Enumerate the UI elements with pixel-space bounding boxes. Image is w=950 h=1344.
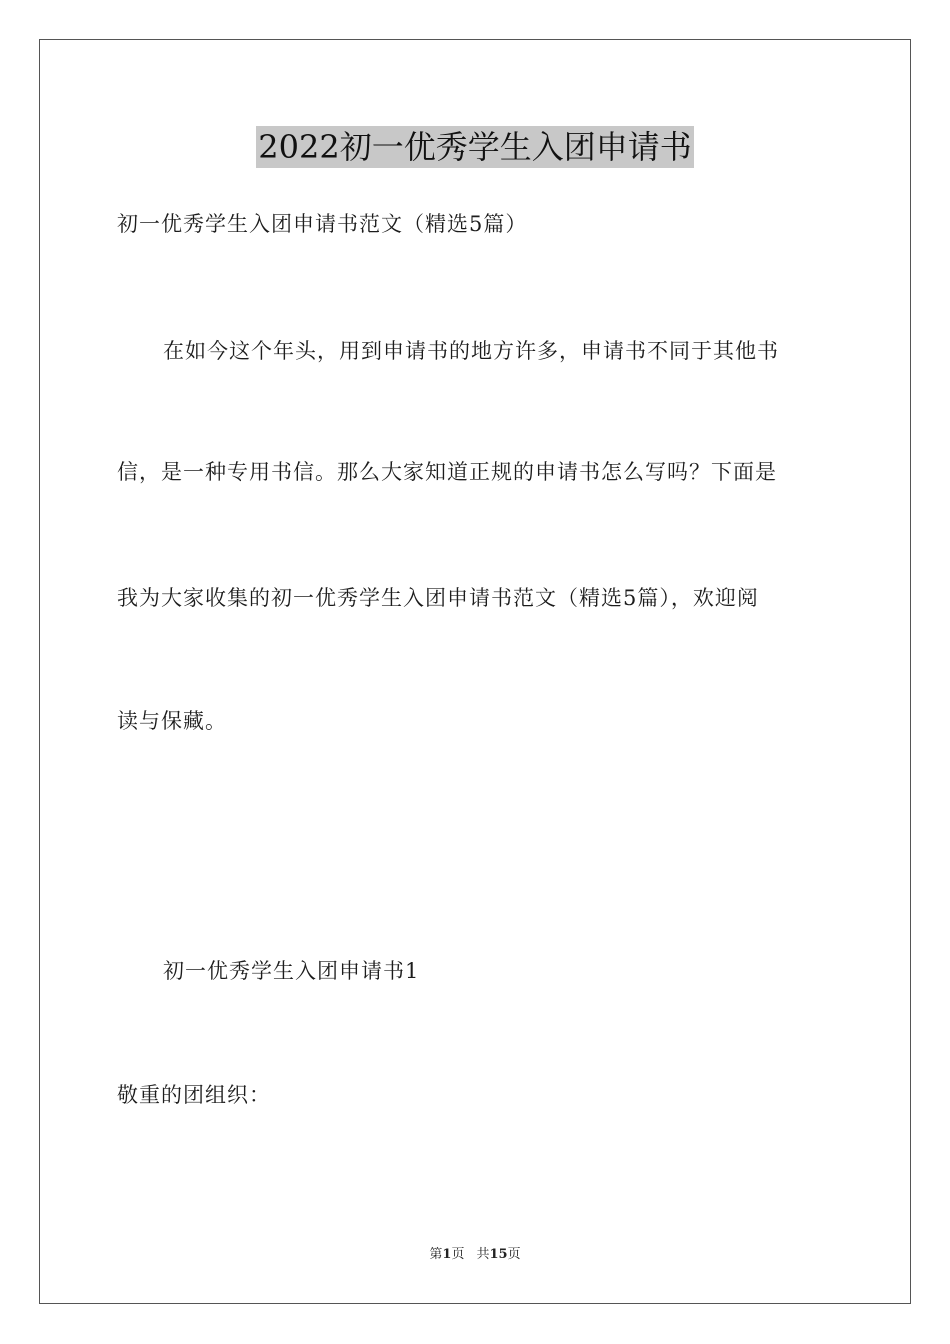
footer-total-suffix: 页 bbox=[507, 1247, 521, 1262]
page-footer bbox=[0, 1246, 950, 1264]
document-title: 2022初一优秀学生入团申请书 bbox=[258, 128, 692, 166]
intro-line-3: 我为大家收集的初一优秀学生入团申请书范文（精选5篇），欢迎阅 bbox=[117, 586, 759, 610]
footer-page-total: 15 bbox=[489, 1247, 508, 1262]
footer-page-mid: 页 bbox=[451, 1247, 465, 1262]
footer-page-prefix: 第 bbox=[429, 1247, 443, 1262]
salutation: 敬重的团组织： bbox=[117, 1083, 271, 1107]
title-container bbox=[0, 126, 950, 168]
intro-line-4: 读与保藏。 bbox=[117, 709, 227, 733]
intro-line-2: 信，是一种专用书信。那么大家知道正规的申请书怎么写吗？下面是 bbox=[117, 460, 777, 484]
document-subtitle: 初一优秀学生入团申请书范文（精选5篇） bbox=[117, 212, 528, 236]
intro-line-1: 在如今这个年头，用到申请书的地方许多，申请书不同于其他书 bbox=[163, 339, 779, 363]
section-heading: 初一优秀学生入团申请书1 bbox=[163, 959, 420, 983]
footer-page-current: 1 bbox=[442, 1247, 452, 1262]
footer-total-prefix: 共 bbox=[476, 1247, 490, 1262]
